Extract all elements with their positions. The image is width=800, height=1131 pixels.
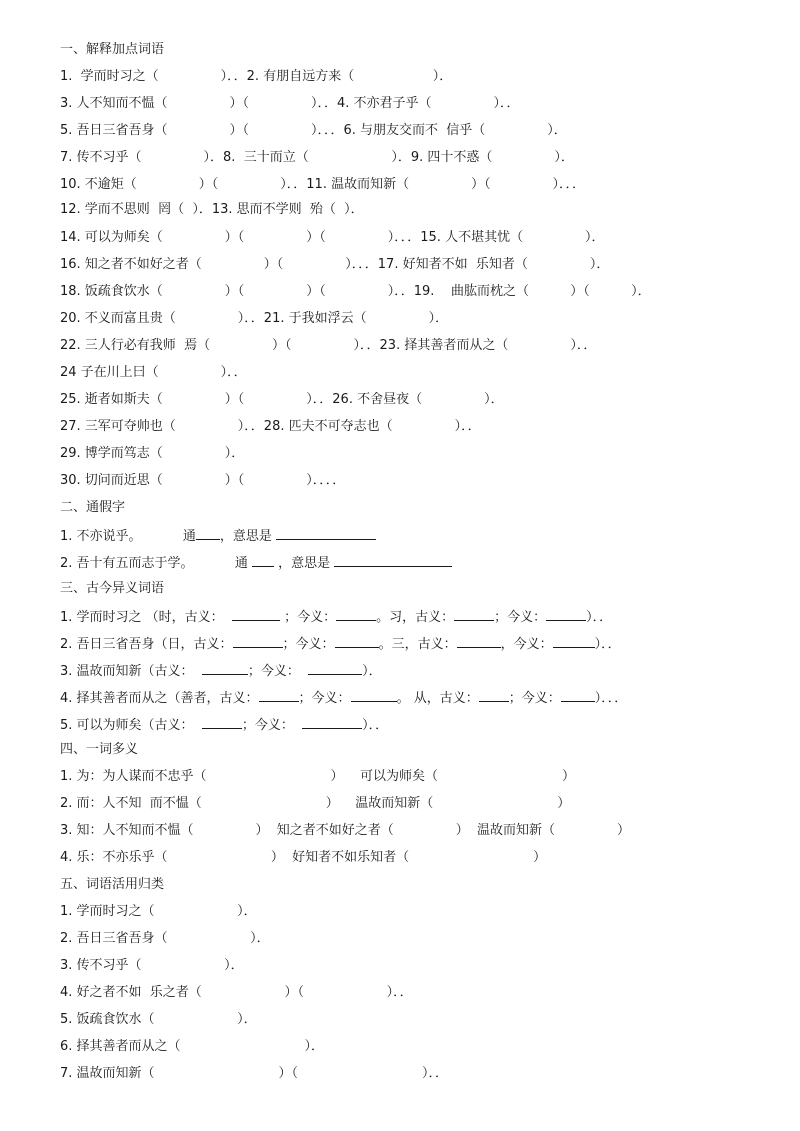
s1-line-4: 7. 传不习乎（ ）．8. 三十而立（ ）．9. 四十不惑（ ）． (60, 150, 574, 165)
answer-blank[interactable] (351, 689, 397, 702)
s3-line-4 (60, 689, 627, 707)
answer-blank[interactable] (457, 635, 501, 648)
s1-line-2: 3. 人不知而不愠（ ）（ ）．．4. 不亦君子乎（ ）．． (60, 96, 520, 111)
s1-line-9: 18. 饭疏食饮水（ ）（ ）（ ）．．19. 曲肱而枕之（ ）（ ）． (60, 284, 651, 299)
answer-blank[interactable] (276, 527, 376, 540)
s3-line-1-text: 。习，古义： (376, 610, 455, 625)
s1-line-14: 27. 三军可夺帅也（ ）．．28. 匹夫不可夺志也（ ）．． (60, 419, 481, 434)
s3-line-2 (60, 635, 621, 653)
s3-line-4-text: ；今义： (508, 691, 561, 706)
s3-line-3 (60, 662, 382, 680)
section-5-title: 五、词语活用归类 (60, 877, 165, 892)
answer-blank[interactable] (202, 662, 248, 675)
s1-line-12: 24 子在川上曰（ ）．． (60, 365, 247, 380)
s3-line-1-text: ；今义： (279, 610, 337, 625)
s2-line-1-text: 1. 不亦说乎。 通 (60, 529, 196, 544)
s4-line-1: 1. 为：为人谋而不忠乎（ ） 可以为师矣（ ） (60, 769, 576, 784)
answer-blank[interactable] (454, 608, 494, 621)
answer-blank[interactable] (335, 635, 379, 648)
answer-blank[interactable] (302, 716, 362, 729)
s1-line-15: 29. 博学而笃志（ ）． (60, 446, 245, 461)
s2-line-2-text: 2. 吾十有五而志于学。 通 (60, 556, 252, 571)
s5-line-2: 2. 吾日三省吾身（ ）． (60, 931, 270, 946)
s3-line-5-text: ；今义： (241, 718, 303, 733)
s3-line-4-text: 4. 择其善者而从之（善者，古义： (60, 691, 259, 706)
s1-line-16: 30. 切问而近思（ ）（ ）．．．． (60, 473, 346, 488)
s1-line-5: 10. 不逾矩（ ）（ ）．．11. 温故而知新（ ）（ ）．．． (60, 177, 586, 192)
answer-blank[interactable] (553, 635, 595, 648)
section-1-title: 一、解释加点词语 (60, 42, 165, 57)
s5-line-7: 7. 温故而知新（ ）（ ）．． (60, 1066, 448, 1081)
s3-line-3-text: 3. 温故而知新（古义： (60, 664, 202, 679)
s1-line-3: 5. 吾日三省吾身（ ）（ ）．．．6. 与朋友交而不 信乎（ ）． (60, 123, 567, 138)
s5-line-6: 6. 择其善者而从之（ ）． (60, 1039, 325, 1054)
s1-line-1: 1. 学而时习之（ ）．．2. 有朋自远方来（ ）． (60, 69, 453, 84)
s5-line-1: 1. 学而时习之（ ）． (60, 904, 257, 919)
answer-blank[interactable] (479, 689, 509, 702)
s1-line-10: 20. 不义而富且贵（ ）．．21. 于我如浮云（ ）． (60, 311, 449, 326)
s3-line-2-text: ；今义： (282, 637, 335, 652)
s3-line-4-text: ）．．． (594, 691, 628, 706)
answer-blank[interactable] (252, 554, 274, 567)
answer-blank[interactable] (202, 716, 242, 729)
s1-line-11: 22. 三人行必有我师 焉（ ）（ ）．．23. 择其善者而从之（ ）．． (60, 338, 597, 353)
s3-line-3-text: ）． (362, 664, 382, 679)
answer-blank[interactable] (259, 689, 299, 702)
answer-blank[interactable] (308, 662, 362, 675)
s3-line-1-text: ；今义： (494, 610, 547, 625)
s3-line-4-text: 。 从，古义： (396, 691, 479, 706)
s3-line-4-text: ；今义： (298, 691, 351, 706)
answer-blank[interactable] (334, 554, 452, 567)
s3-line-2-text: 2. 吾日三省吾身（日，古义： (60, 637, 233, 652)
s3-line-3-text: ；今义： (247, 664, 309, 679)
s3-line-5-text: 5. 可以为师矣（古义： (60, 718, 202, 733)
s5-line-3: 3. 传不习乎（ ）． (60, 958, 244, 973)
section-4-title: 四、一词多义 (60, 742, 139, 757)
answer-blank[interactable] (336, 608, 376, 621)
s2-line-2-text: ，意思是 (274, 556, 335, 571)
s4-line-3: 3. 知：人不知而不愠（ ） 知之者不如好之者（ ） 温故而知新（ ） (60, 823, 631, 838)
s3-line-2-text: ，今义： (500, 637, 553, 652)
answer-blank[interactable] (546, 608, 586, 621)
s1-line-6: 12. 学而不思则 罔（ ）．13. 思而不学则 殆（ ）． (60, 202, 364, 217)
s3-line-1-text: 1. 学而时习之 （时，古义： (60, 610, 232, 625)
s3-line-5 (60, 716, 388, 734)
answer-blank[interactable] (233, 635, 283, 648)
s3-line-2-text: ）．． (594, 637, 621, 652)
s1-line-8: 16. 知之者不如好之者（ ）（ ）．．．17. 好知者不如 乐知者（ ）． (60, 257, 610, 272)
s2-line-2 (60, 554, 452, 572)
s5-line-5: 5. 饭疏食饮水（ ）． (60, 1012, 257, 1027)
s2-line-1 (60, 527, 376, 545)
s3-line-1 (60, 608, 612, 626)
s3-line-1-text: ）．． (586, 610, 613, 625)
answer-blank[interactable] (561, 689, 595, 702)
s4-line-2: 2. 而：人不知 而不愠（ ） 温故而知新（ ） (60, 796, 571, 811)
s5-line-4: 4. 好之者不如 乐之者（ ）（ ）．． (60, 985, 413, 1000)
section-3-title: 三、古今异义词语 (60, 581, 165, 596)
s1-line-7: 14. 可以为师矣（ ）（ ）（ ）．．．15. 人不堪其忧（ ）． (60, 230, 605, 245)
answer-blank[interactable] (232, 608, 280, 621)
s2-line-1-text: ，意思是 (219, 529, 276, 544)
section-2-title: 二、通假字 (60, 500, 126, 515)
s4-line-4: 4. 乐：不亦乐乎（ ） 好知者不如乐知者（ ） (60, 850, 547, 865)
s1-line-13: 25. 逝者如斯夫（ ）（ ）．．26. 不舍昼夜（ ）． (60, 392, 504, 407)
s3-line-2-text: 。三，古义： (378, 637, 457, 652)
s3-line-5-text: ）．． (362, 718, 389, 733)
answer-blank[interactable] (196, 527, 220, 540)
